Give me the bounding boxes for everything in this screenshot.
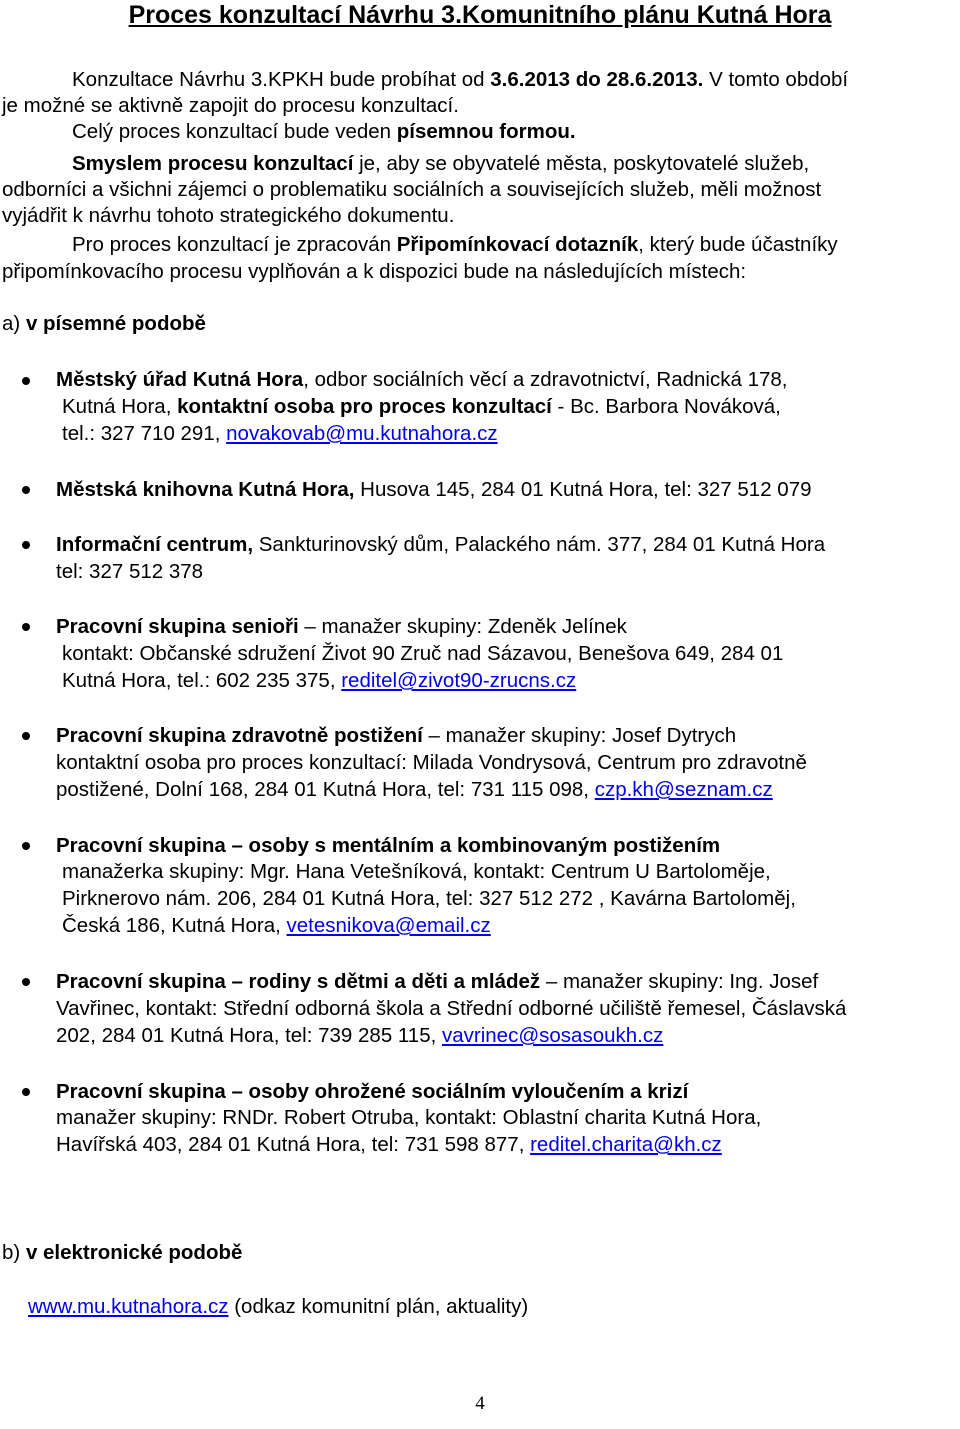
intro-line-1: Konzultace Návrhu 3.KPKH bude probíhat od 3.6.2013 do 28.6.2013. V tomto období: [72, 68, 849, 91]
bullet-icon: [22, 978, 30, 986]
email-link-zdravotne[interactable]: czp.kh@seznam.cz: [594, 778, 773, 801]
item-rodiny-line-2: Vavřinec, kontakt: Střední odborná škola a Střední odborné učiliště řemesel, Čáslavská: [56, 997, 847, 1020]
bullet-icon: [22, 623, 30, 631]
item-urad-line-1: Městský úřad Kutná Hora, odbor sociálních věcí a zdravotnictví, Radnická 178,: [56, 368, 788, 391]
item-mentalni-line-3: Pirknerovo nám. 206, 284 01 Kutná Hora, tel: 327 512 272 , Kavárna Bartoloměj,: [62, 887, 796, 910]
item-rodiny-line-1: Pracovní skupina – rodiny s dětmi a děti a mládež – manažer skupiny: Ing. Josef: [56, 970, 819, 993]
bullet-icon: [22, 377, 30, 385]
item-ohrozene-line-1: Pracovní skupina – osoby ohrožené sociálním vyloučením a krizí: [56, 1080, 689, 1103]
item-zdravotne-line-1: Pracovní skupina zdravotně postižení – manažer skupiny: Josef Dytrych: [56, 724, 737, 747]
email-link-mentalni[interactable]: vetesnikova@email.cz: [286, 914, 491, 937]
bullet-icon: [22, 842, 30, 850]
item-mentalni-line-2: manažerka skupiny: Mgr. Hana Vetešníková, kontakt: Centrum U Bartoloměje,: [62, 860, 771, 883]
item-ohrozene-line-3: Havířská 403, 284 01 Kutná Hora, tel: 731 598 877, reditel.charita@kh.cz: [56, 1133, 722, 1156]
item-mentalni-line-4: Česká 186, Kutná Hora, vetesnikova@email.cz: [62, 914, 491, 937]
item-rodiny-line-3: 202, 284 01 Kutná Hora, tel: 739 285 115, vavrinec@sosasoukh.cz: [56, 1024, 664, 1047]
document-title: Proces konzultací Návrhu 3.Komunitního plánu Kutná Hora: [128, 1, 832, 29]
intro-line-4: Smyslem procesu konzultací je, aby se obyvatelé města, poskytovatelé služeb,: [72, 152, 810, 175]
email-link-ohrozene[interactable]: reditel.charita@kh.cz: [530, 1133, 722, 1156]
intro-line-7: Pro proces konzultací je zpracován Připomínkovací dotazník, který bude účastníky: [72, 233, 838, 256]
item-mentalni-line-1: Pracovní skupina – osoby s mentálním a kombinovaným postižením: [56, 834, 721, 857]
web-line: www.mu.kutnahora.cz (odkaz komunitní plán, aktuality): [28, 1295, 529, 1318]
intro-line-5: odborníci a všichni zájemci o problematiku sociálních a souvisejících služeb, měli možnost: [2, 178, 822, 201]
intro-line-3: Celý proces konzultací bude veden písemnou formou.: [72, 120, 576, 143]
section-b-heading: b) v elektronické podobě: [2, 1241, 243, 1264]
email-link-seniori[interactable]: reditel@zivot90-zrucns.cz: [341, 669, 577, 692]
item-ohrozene-line-2: manažer skupiny: RNDr. Robert Otruba, kontakt: Oblastní charita Kutná Hora,: [56, 1106, 762, 1129]
email-link-urad[interactable]: novakovab@mu.kutnahora.cz: [226, 422, 498, 445]
email-link-rodiny[interactable]: vavrinec@sosasoukh.cz: [442, 1024, 664, 1047]
bullet-icon: [22, 486, 30, 494]
bullet-icon: [22, 541, 30, 549]
item-centrum-line-2: tel: 327 512 378: [56, 560, 204, 583]
bullet-icon: [22, 732, 30, 740]
item-zdravotne-line-3: postižené, Dolní 168, 284 01 Kutná Hora, tel: 731 115 098, czp.kh@seznam.cz: [56, 778, 773, 801]
item-zdravotne-line-2: kontaktní osoba pro proces konzultací: Milada Vondrysová, Centrum pro zdravotně: [56, 751, 807, 774]
item-urad-line-2: Kutná Hora, kontaktní osoba pro proces konzultací - Bc. Barbora Nováková,: [62, 395, 781, 418]
item-seniori-line-1: Pracovní skupina senioři – manažer skupiny: Zdeněk Jelínek: [56, 615, 627, 638]
item-seniori-line-3: Kutná Hora, tel.: 602 235 375, reditel@zivot90-zrucns.cz: [62, 669, 577, 692]
intro-line-2: je možné se aktivně zapojit do procesu konzultací.: [2, 94, 459, 117]
item-seniori-line-2: kontakt: Občanské sdružení Život 90 Zruč nad Sázavou, Benešova 649, 284 01: [62, 642, 784, 665]
web-link[interactable]: www.mu.kutnahora.cz: [28, 1295, 229, 1318]
page-number: 4: [475, 1393, 485, 1414]
section-a-heading: a) v písemné podobě: [2, 312, 206, 335]
bullet-icon: [22, 1088, 30, 1096]
intro-line-8: připomínkovacího procesu vyplňován a k dispozici bude na následujících místech:: [2, 260, 747, 283]
item-centrum-line-1: Informační centrum, Sankturinovský dům, Palackého nám. 377, 284 01 Kutná Hora: [56, 533, 826, 556]
intro-line-6: vyjádřit k návrhu tohoto strategického dokumentu.: [2, 204, 455, 227]
item-urad-line-3: tel.: 327 710 291, novakovab@mu.kutnahora.cz: [62, 422, 498, 445]
item-knihovna: Městská knihovna Kutná Hora, Husova 145, 284 01 Kutná Hora, tel: 327 512 079: [56, 478, 812, 501]
